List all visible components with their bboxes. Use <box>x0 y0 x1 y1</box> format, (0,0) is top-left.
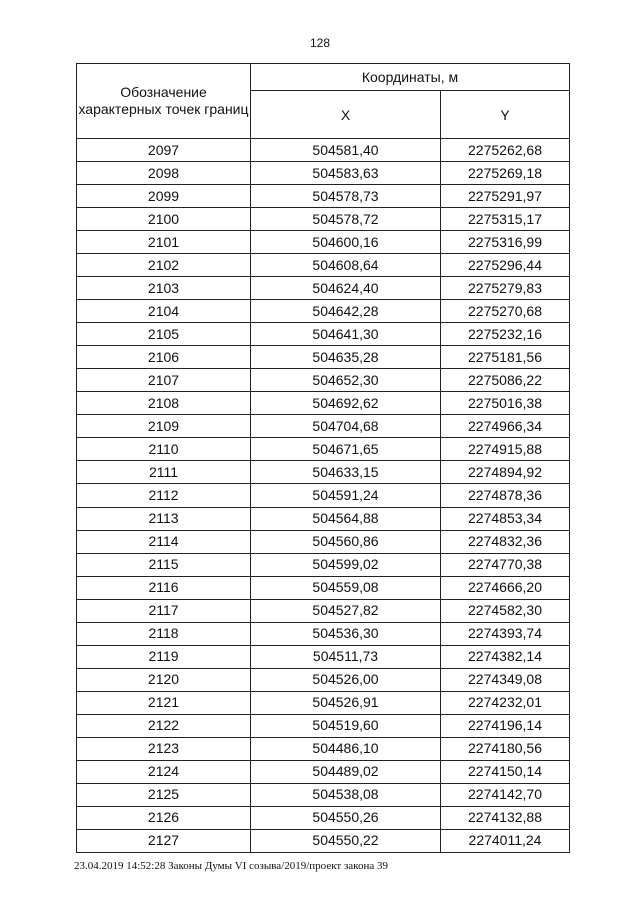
cell-x: 504599,02 <box>251 553 441 576</box>
cell-x: 504536,30 <box>251 622 441 645</box>
cell-x: 504489,02 <box>251 760 441 783</box>
cell-x: 504550,26 <box>251 806 441 829</box>
cell-x: 504600,16 <box>251 231 441 254</box>
cell-y: 2275315,17 <box>441 208 570 231</box>
cell-y: 2274142,70 <box>441 783 570 806</box>
cell-y: 2274011,24 <box>441 829 570 852</box>
cell-point-id: 2105 <box>77 323 251 346</box>
cell-x: 504671,65 <box>251 438 441 461</box>
cell-y: 2275232,16 <box>441 323 570 346</box>
cell-y: 2275316,99 <box>441 231 570 254</box>
table-row <box>77 829 570 852</box>
cell-x: 504642,28 <box>251 300 441 323</box>
cell-y: 2275262,68 <box>441 139 570 162</box>
table-row <box>77 323 570 346</box>
cell-point-id: 2099 <box>77 185 251 208</box>
cell-x: 504704,68 <box>251 415 441 438</box>
cell-y: 2274915,88 <box>441 438 570 461</box>
cell-point-id: 2109 <box>77 415 251 438</box>
cell-x: 504591,24 <box>251 484 441 507</box>
cell-x: 504692,62 <box>251 392 441 415</box>
cell-y: 2274196,14 <box>441 714 570 737</box>
cell-point-id: 2108 <box>77 392 251 415</box>
cell-y: 2274393,74 <box>441 622 570 645</box>
table-row <box>77 461 570 484</box>
cell-y: 2274878,36 <box>441 484 570 507</box>
cell-y: 2275181,56 <box>441 346 570 369</box>
cell-x: 504486,10 <box>251 737 441 760</box>
cell-x: 504538,08 <box>251 783 441 806</box>
cell-y: 2275270,68 <box>441 300 570 323</box>
cell-y: 2274232,01 <box>441 691 570 714</box>
table-row <box>77 185 570 208</box>
cell-x: 504624,40 <box>251 277 441 300</box>
cell-y: 2275269,18 <box>441 162 570 185</box>
cell-y: 2274582,30 <box>441 599 570 622</box>
cell-y: 2275291,97 <box>441 185 570 208</box>
table-row <box>77 806 570 829</box>
cell-x: 504652,30 <box>251 369 441 392</box>
table-row <box>77 599 570 622</box>
cell-x: 504560,86 <box>251 530 441 553</box>
cell-x: 504608,64 <box>251 254 441 277</box>
cell-point-id: 2107 <box>77 369 251 392</box>
cell-x: 504635,28 <box>251 346 441 369</box>
cell-point-id: 2103 <box>77 277 251 300</box>
cell-y: 2274894,92 <box>441 461 570 484</box>
cell-point-id: 2114 <box>77 530 251 553</box>
cell-y: 2274132,88 <box>441 806 570 829</box>
cell-point-id: 2111 <box>77 461 251 484</box>
cell-point-id: 2126 <box>77 806 251 829</box>
cell-point-id: 2117 <box>77 599 251 622</box>
header-x: X <box>251 91 441 139</box>
cell-x: 504641,30 <box>251 323 441 346</box>
table-body <box>77 139 570 853</box>
cell-point-id: 2102 <box>77 254 251 277</box>
page-number: 128 <box>309 36 331 50</box>
table-row <box>77 691 570 714</box>
cell-y: 2275279,83 <box>441 277 570 300</box>
cell-y: 2274966,34 <box>441 415 570 438</box>
cell-x: 504581,40 <box>251 139 441 162</box>
table-row <box>77 208 570 231</box>
cell-y: 2274150,14 <box>441 760 570 783</box>
table-row <box>77 668 570 691</box>
table-row <box>77 553 570 576</box>
table-row <box>77 277 570 300</box>
footer-stamp: 23.04.2019 14:52:28 Законы Думы VI созыва/2019/проект закона 39 <box>74 860 388 872</box>
cell-point-id: 2100 <box>77 208 251 231</box>
table-row <box>77 576 570 599</box>
table-row <box>77 737 570 760</box>
cell-point-id: 2123 <box>77 737 251 760</box>
header-y: Y <box>441 91 570 139</box>
cell-point-id: 2101 <box>77 231 251 254</box>
cell-x: 504578,72 <box>251 208 441 231</box>
cell-x: 504526,91 <box>251 691 441 714</box>
table-row <box>77 760 570 783</box>
table-row <box>77 369 570 392</box>
cell-point-id: 2104 <box>77 300 251 323</box>
table-row <box>77 415 570 438</box>
coordinates-table <box>76 63 570 853</box>
cell-point-id: 2119 <box>77 645 251 668</box>
cell-y: 2274382,14 <box>441 645 570 668</box>
table-row <box>77 231 570 254</box>
table-row <box>77 300 570 323</box>
table-row <box>77 530 570 553</box>
cell-point-id: 2110 <box>77 438 251 461</box>
header-coordinates: Координаты, м <box>251 64 570 91</box>
header-point-label: Обозначение характерных точек границ <box>77 64 251 139</box>
cell-point-id: 2118 <box>77 622 251 645</box>
cell-x: 504564,88 <box>251 507 441 530</box>
table-row <box>77 392 570 415</box>
cell-y: 2274180,56 <box>441 737 570 760</box>
cell-y: 2274349,08 <box>441 668 570 691</box>
cell-point-id: 2097 <box>77 139 251 162</box>
cell-point-id: 2127 <box>77 829 251 852</box>
cell-x: 504583,63 <box>251 162 441 185</box>
table-row <box>77 622 570 645</box>
cell-x: 504526,00 <box>251 668 441 691</box>
cell-y: 2274770,38 <box>441 553 570 576</box>
table-row <box>77 484 570 507</box>
cell-point-id: 2113 <box>77 507 251 530</box>
cell-x: 504511,73 <box>251 645 441 668</box>
table-row <box>77 162 570 185</box>
cell-point-id: 2124 <box>77 760 251 783</box>
cell-point-id: 2115 <box>77 553 251 576</box>
cell-point-id: 2122 <box>77 714 251 737</box>
cell-point-id: 2121 <box>77 691 251 714</box>
cell-x: 504550,22 <box>251 829 441 852</box>
table-row <box>77 507 570 530</box>
cell-y: 2275016,38 <box>441 392 570 415</box>
cell-x: 504633,15 <box>251 461 441 484</box>
cell-x: 504578,73 <box>251 185 441 208</box>
cell-point-id: 2120 <box>77 668 251 691</box>
cell-point-id: 2098 <box>77 162 251 185</box>
cell-point-id: 2125 <box>77 783 251 806</box>
table-row <box>77 254 570 277</box>
table-row <box>77 438 570 461</box>
cell-y: 2275296,44 <box>441 254 570 277</box>
cell-x: 504519,60 <box>251 714 441 737</box>
cell-point-id: 2106 <box>77 346 251 369</box>
cell-y: 2274666,20 <box>441 576 570 599</box>
cell-x: 504559,08 <box>251 576 441 599</box>
table-row <box>77 714 570 737</box>
table-row <box>77 346 570 369</box>
cell-x: 504527,82 <box>251 599 441 622</box>
cell-y: 2274832,36 <box>441 530 570 553</box>
cell-point-id: 2112 <box>77 484 251 507</box>
cell-y: 2274853,34 <box>441 507 570 530</box>
table-row <box>77 645 570 668</box>
table-row <box>77 139 570 162</box>
table-row <box>77 783 570 806</box>
cell-point-id: 2116 <box>77 576 251 599</box>
cell-y: 2275086,22 <box>441 369 570 392</box>
